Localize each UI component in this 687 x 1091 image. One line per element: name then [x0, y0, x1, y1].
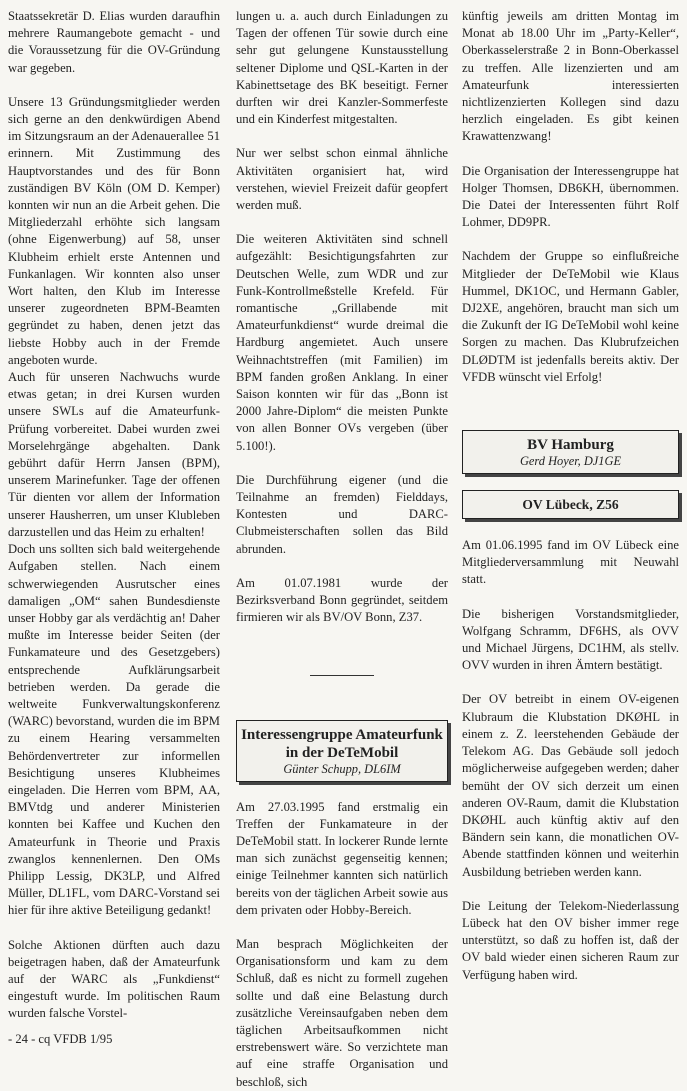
- section-title: BV Hamburg: [527, 437, 614, 454]
- section-heading-box: [462, 430, 679, 474]
- paragraph: Staatssekretär D. Elias wurden daraufhin mehrere Raumangebote gemacht - und die Voraussetzung für die OV-Gründung war gegeben.: [8, 9, 220, 75]
- paragraph: Die weiteren Aktivitäten sind schnell aufgezählt: Besichtigungsfahrten zur Deutschen Welle, zum WDR und zur Funk-Kontrollmeßstelle Krefeld. Für romantische „Grillabende mit Amateurfunkdienst“ wurde dreimal die Hardburg angemietet. Auch unsere Weihnachtstreffen (mit Familien) im BPM fanden großen Anklang. In einer Saison konnten wir für das „Bonn ist 2000 Jahre-Diplom“ die meisten Punkte von allen Bonner OVs vergeben (über 5.100!).: [236, 232, 448, 453]
- page-footer: - 24 - cq VFDB 1/95: [8, 1032, 113, 1046]
- section-title: Interessengruppe Amateurfunk in der DeTeMobil: [241, 726, 443, 761]
- paragraph: Am 01.07.1981 wurde der Bezirksverband Bonn gegründet, seitdem firmieren wir als BV/OV Bonn, Z37.: [236, 575, 448, 625]
- column-left: [8, 8, 220, 1023]
- paragraph: Doch uns sollten sich bald weitergehende Aufgaben stellen. Nach einem schwerwiegenden Ausrutscher eines damaligen „OM“ sahen Bundesdienste unser Hobby gar als verdächtig an! Daher mußte im Interesse beider Seiten (der Funkamateure und des Gesetzgebers) entsprechende Aufklärungsarbeit betrieben werden. Da gerade die weltweite Funkverwaltungskonferenz (WARC) bevorstand, wurden die im BPM zu einem Hearing versammelten Behördenvertreter zur informellen Besichtigung unseres Klubheimes eingeladen. Die Herren vom BPM, AA, BMVtdg und anderer Ministerien konnten bei Kaffee und Kuchen den Amateurfunk in Theorie und Praxis zwanglos kennenlernen. Den OMs Philipp Lessig, DK3LP, und Alfred Müller, DL1FL, vom DARC-Vorstand sei hier für ihre aktive Beteiligung gedankt!: [8, 542, 220, 918]
- paragraph: Nur wer selbst schon einmal ähnliche Aktivitäten organisiert hat, wird verstehen, wieviel Freizeit dafür geopfert werden muß.: [236, 146, 448, 213]
- section-author: Günter Schupp, DL6IM: [283, 761, 401, 776]
- paragraph: lungen u. a. auch durch Einladungen zu Tagen der offenen Tür sowie durch eine sehr gut gelungene Kunstausstellung seltener Diplome und QSL-Karten in der Kabinettsetage des BK beseitigt. Ferner durften wir drei Kanzler-Sommerfeste und ein Kinderfest mitgestalten.: [236, 9, 448, 127]
- paragraph: Die bisherigen Vorstandsmitglieder, Wolfgang Schramm, DF6HS, als OVV und Michael Jürgens, DC1HM, als stellv. OVV wurden in ihren Ämtern bestätigt.: [462, 606, 679, 673]
- paragraph: Die Leitung der Telekom-Niederlassung Lübeck hat den OV bisher immer rege unterstützt, so daß zu hoffen ist, daß der OV bald wieder einen sicheren Raum zur Verfügung haben wird.: [462, 898, 679, 982]
- column-right: [462, 8, 679, 984]
- paragraph: Am 27.03.1995 fand erstmalig ein Treffen der Funkamateure in der DeTeMobil statt. In lockerer Runde lernte man sich zunächst gegenseitig kennen; einige Teilnehmer kannten sich natürlich bereits von der täglichen Arbeit sowie aus dem privaten oder Hobby-Bereich.: [236, 799, 448, 917]
- paragraph: Am 01.06.1995 fand im OV Lübeck eine Mitgliederversammlung mit Neuwahl statt.: [462, 538, 679, 587]
- column-middle: [236, 8, 448, 1091]
- paragraph: Man besprach Möglichkeiten der Organisationsform und kam zu dem Schluß, daß es nicht zu formell zugehen sollte und daß eine Belastung durch zusätzliche Vereinsaufgaben neben dem täglichen Arbeitsaufkommen nicht erstrebenswert wäre. So verzichtete man auf eine straffe Organisation und beschloß, sich: [236, 936, 448, 1089]
- paragraph: Unsere 13 Gründungsmitglieder werden sich gerne an den denkwürdigen Abend im Sitzungsraum an der Adenauerallee 51 erinnern. Mit Zustimmung des Hauptvorstandes und des für Bonn zuständigen BV Köln (OM D. Kemper) konnten wir nun an die Arbeit gehen. Die Mitgliederzahl erhöhte sich langsam (ohne Eigenwerbung) auf 58, unser Klubheim erhielt erste Antennen und Funkanlagen. Wir konnten also unser Wort halten, den Klub im Interesse unserer zugeordneten BPM-Beamten gegründet zu haben, denen jetzt das liebste Hobby auch in der Fremde angeboten wurde.: [8, 94, 220, 367]
- section-heading-box: [236, 720, 448, 782]
- section-author: Gerd Hoyer, DJ1GE: [519, 454, 622, 469]
- paragraph: Der OV betreibt in einem OV-eigenen Klubraum die Klubstation DKØHL in einem z. Z. leerstehenden Gebäude der Telekom AG. Das Gebäude soll jedoch möglicherweise aufgegeben werden; daher bemüht der OV sich derzeit um einen anderen OV-Raum, damit die Klubstation DKØHL auch künftig aktiv auf den Bändern sein kann, die monatlichen OV-Abende stattfinden können und weiterhin Ausbildung betrieben werden kann.: [462, 692, 679, 879]
- paragraph: Auch für unseren Nachwuchs wurde etwas getan; in drei Kursen wurden unsere SWLs auf die Amateurfunk-Prüfung vorbereitet. Dabei wurden zwei Morselehrgänge abgehalten. Dank gebührt dafür Herrn Jansen (BPM), unserem Marinefunker. Tage der offenen Tür dienten vor allem der Information unserer Hausherren, um unser Klubleben darzustellen und das Heim zu erhalten!: [8, 370, 220, 539]
- subsection-heading-box: [462, 490, 679, 519]
- paragraph: Nachdem der Gruppe so einflußreiche Mitglieder der DeTeMobil wie Klaus Hummel, DK1OC, und Hermann Gabler, DJ2XE, angehören, braucht man sich um die Zukunft der IG DeTeMobil wohl keine Sorgen zu machen. Das Klubrufzeichen DLØDTM ist jedenfalls bereits aktiv. Der VFDB wünscht viel Erfolg!: [462, 249, 679, 384]
- paragraph: Die Durchführung eigener (und die Teilnahme an fremden) Fielddays, Kontesten und DARC-Clubmeisterschaften sollen das Bild abrunden.: [236, 472, 448, 556]
- section-divider: [310, 675, 374, 676]
- paragraph: Die Organisation der Interessengruppe hat Holger Thomsen, DB6KH, übernommen. Die Datei der Interessenten führt Rolf Lohmer, DD9PR.: [462, 163, 679, 230]
- paragraph: künftig jeweils am dritten Montag im Monat ab 18.00 Uhr im „Party-Keller“, Oberkasselerstraße 2 in Bonn-Oberkassel zu treffen. Alle lizenzierten und am Amateurfunk interessierten nichtlizenzierten Kollegen sind dazu herzlich eingeladen. Es gibt keinen Krawattenzwang!: [462, 9, 679, 144]
- paragraph: Solche Aktionen dürften auch dazu beigetragen haben, daß der Amateurfunk auf der WARC als „Funkdienst“ eingestuft wurde. Im politischen Raum wurden falsche Vorstel-: [8, 937, 220, 1021]
- subsection-title: OV Lübeck, Z56: [522, 497, 619, 513]
